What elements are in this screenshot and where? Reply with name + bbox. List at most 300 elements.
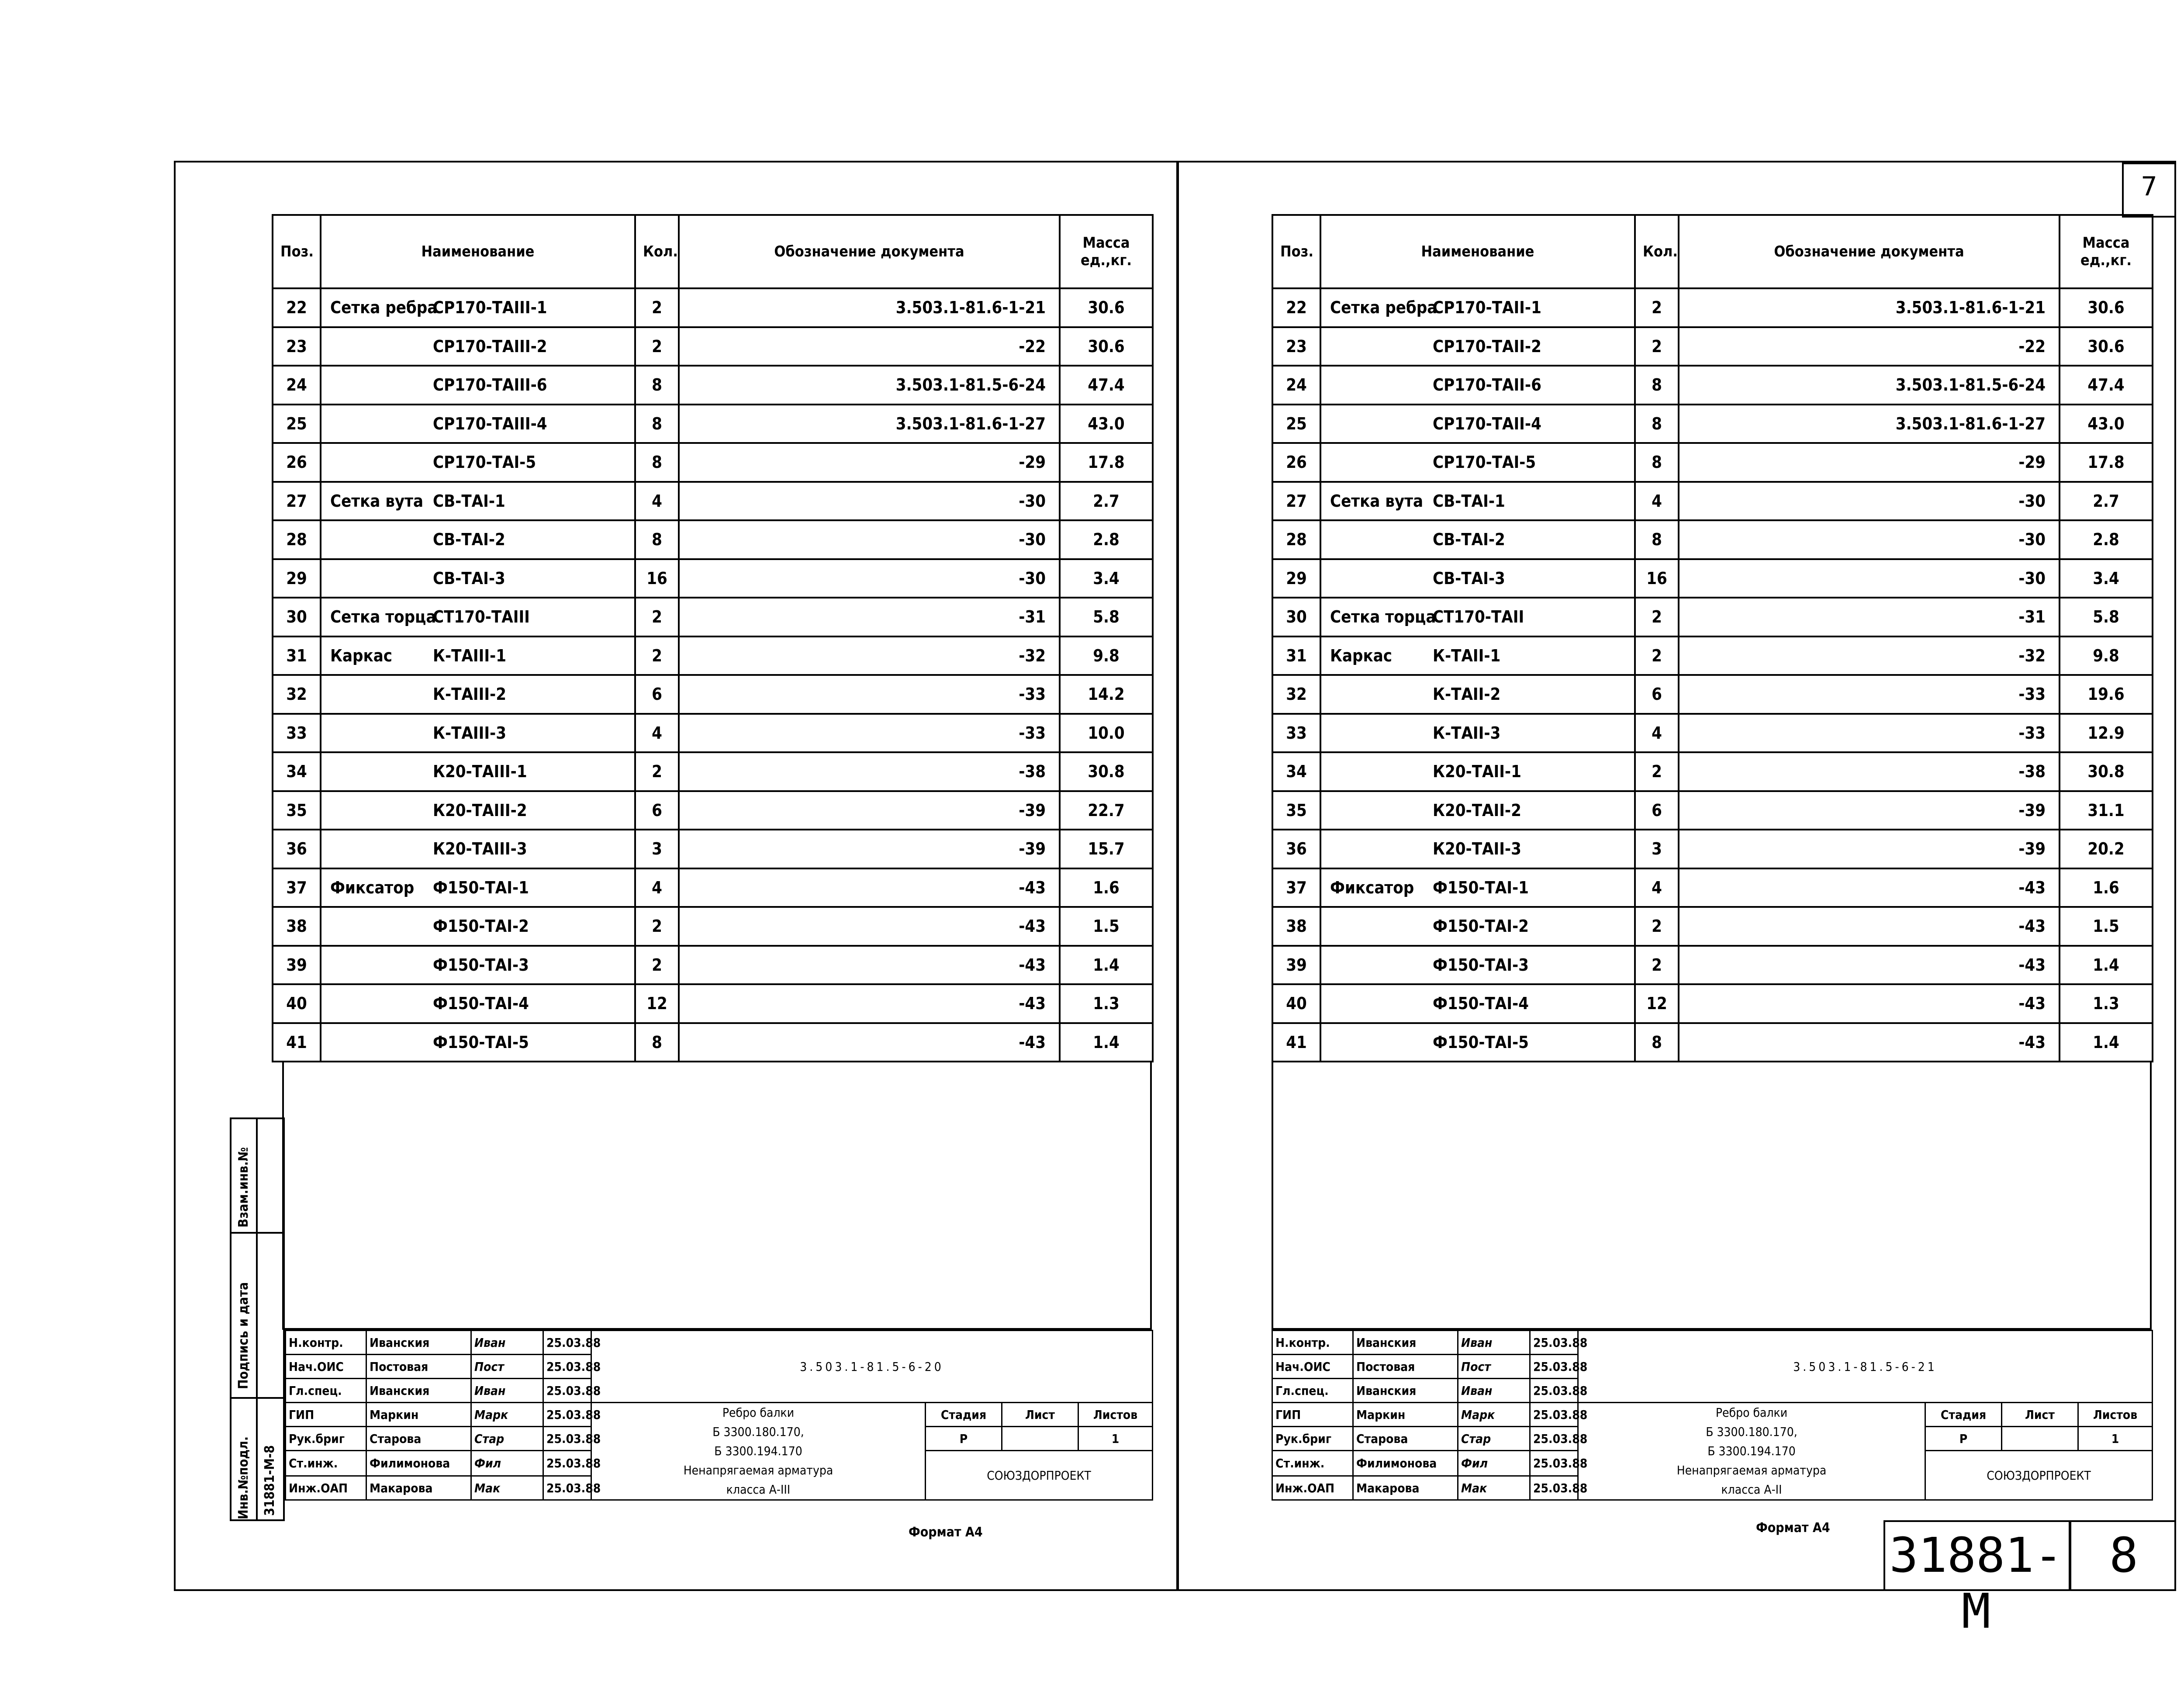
tb-person: Старова: [366, 1427, 471, 1451]
tb-date: 25.03.88: [543, 1379, 591, 1403]
table-row: [1272, 405, 2153, 443]
cell-pos: 31: [1272, 636, 1320, 675]
cell-name: [1320, 1023, 1635, 1062]
cell-qty: 6: [635, 675, 679, 714]
cell-name: [321, 830, 635, 868]
tb-person: Филимонова: [1353, 1451, 1458, 1476]
cell-doc: -30: [679, 559, 1060, 598]
tb-stage-header: Стадия: [1925, 1403, 2002, 1427]
cell-group: Сетка торца: [330, 607, 436, 627]
tb-title-line: Ненапрягаемая арматура: [1676, 1463, 1827, 1477]
cell-pos: 36: [273, 830, 321, 868]
cell-mark: Ф150-ТАI-5: [1433, 1032, 1529, 1052]
cell-pos: 22: [273, 288, 321, 327]
cell-mark: СВ-ТАI-2: [1433, 530, 1505, 550]
table-row: [273, 791, 1153, 830]
tb-person: Макарова: [1353, 1476, 1458, 1500]
cell-pos: 28: [1272, 520, 1320, 559]
tb-title-line: Б 3300.180.170,: [712, 1425, 804, 1439]
cell-qty: 4: [635, 714, 679, 753]
cell-mass: 5.8: [1060, 598, 1153, 636]
cell-doc: 3.503.1-81.5-6-24: [679, 366, 1060, 405]
cell-pos: 33: [273, 714, 321, 753]
tb-role: Ст.инж.: [1272, 1451, 1353, 1476]
tb-role: Нач.ОИС: [286, 1355, 366, 1379]
table-row: [273, 288, 1153, 327]
cell-doc: -33: [1679, 714, 2060, 753]
cell-mark: К-ТАII-1: [1433, 646, 1501, 665]
cell-doc: -29: [679, 443, 1060, 482]
cell-mark: СВ-ТАI-3: [1433, 568, 1505, 588]
table-row: [273, 1023, 1153, 1062]
cell-qty: 2: [635, 598, 679, 636]
cell-name: [1320, 868, 1635, 907]
tb-role: Н.контр.: [286, 1331, 366, 1355]
cell-name: [1320, 598, 1635, 636]
header-name: Наименование: [321, 215, 635, 288]
cell-name: [1320, 636, 1635, 675]
tb-role: Нач.ОИС: [1272, 1355, 1353, 1379]
cell-pos: 26: [273, 443, 321, 482]
table-row: [1272, 907, 2153, 946]
cell-doc: -43: [1679, 868, 2060, 907]
cell-mass: 19.6: [2060, 675, 2153, 714]
tb-title-line: Б 3300.180.170,: [1706, 1425, 1797, 1439]
right-format-label: Формат А4: [1756, 1520, 1830, 1536]
cell-qty: 2: [1635, 598, 1679, 636]
cell-mass: 1.4: [1060, 1023, 1153, 1062]
cell-mass: 43.0: [1060, 405, 1153, 443]
cell-qty: 2: [635, 946, 679, 985]
tb-signature: Мак: [471, 1476, 543, 1500]
cell-qty: 2: [635, 752, 679, 791]
cell-name: [1320, 405, 1635, 443]
cell-qty: 2: [1635, 327, 1679, 366]
cell-name: [321, 366, 635, 405]
table-row: [1272, 366, 2153, 405]
tb-signature: Стар: [1458, 1427, 1530, 1451]
cell-mass: 2.8: [1060, 520, 1153, 559]
cell-doc: -43: [1679, 1023, 2060, 1062]
tb-date: 25.03.88: [1530, 1379, 1578, 1403]
cell-pos: 25: [273, 405, 321, 443]
cell-qty: 3: [635, 830, 679, 868]
table-row: [273, 946, 1153, 985]
cell-mass: 14.2: [1060, 675, 1153, 714]
table-row: [273, 443, 1153, 482]
cell-qty: 6: [1635, 791, 1679, 830]
cell-qty: 2: [1635, 288, 1679, 327]
cell-pos: 30: [1272, 598, 1320, 636]
cell-name: [1320, 366, 1635, 405]
tb-date: 25.03.88: [1530, 1476, 1578, 1500]
cell-mark: К20-ТАIII-3: [433, 839, 527, 859]
title-block-row: [286, 1403, 1153, 1427]
cell-pos: 40: [1272, 984, 1320, 1023]
tb-signature: Фил: [1458, 1451, 1530, 1476]
cell-name: [321, 598, 635, 636]
cell-doc: -30: [679, 520, 1060, 559]
tb-sheets-header: Листов: [2078, 1403, 2153, 1427]
cell-name: [321, 984, 635, 1023]
cell-qty: 6: [635, 791, 679, 830]
side-label-vzam: Взам.инв.№: [236, 1147, 251, 1228]
cell-mark: Ф150-ТАI-2: [433, 917, 529, 936]
cell-mark: СР170-ТАIII-6: [433, 375, 547, 395]
tb-role: ГИП: [1272, 1403, 1353, 1427]
tb-role: Инж.ОАП: [1272, 1476, 1353, 1500]
cell-group: Сетка ребра: [1330, 298, 1438, 318]
table-row: [273, 984, 1153, 1023]
cell-qty: 2: [635, 907, 679, 946]
cell-doc: -39: [679, 791, 1060, 830]
cell-name: [1320, 946, 1635, 985]
cell-mass: 30.6: [2060, 288, 2153, 327]
cell-mark: К20-ТАIII-2: [433, 800, 527, 820]
cell-mass: 1.3: [2060, 984, 2153, 1023]
cell-group: Сетка вута: [330, 491, 424, 511]
cell-name: [321, 675, 635, 714]
cell-mark: К20-ТАII-1: [1433, 762, 1521, 782]
header-pos: Поз.: [273, 215, 321, 288]
side-label-inv-podl: Инв.№подл.: [236, 1436, 251, 1519]
cell-name: [321, 482, 635, 521]
right-spec-table: [1272, 214, 2153, 1062]
tb-person: Иванския: [366, 1379, 471, 1403]
cell-group: Каркас: [1330, 646, 1393, 665]
cell-pos: 37: [1272, 868, 1320, 907]
cell-name: [1320, 675, 1635, 714]
cell-name: [1320, 907, 1635, 946]
tb-sheet: [2002, 1427, 2078, 1451]
cell-doc: -43: [679, 1023, 1060, 1062]
tb-signature: Марк: [471, 1403, 543, 1427]
cell-mark: СР170-ТАIII-4: [433, 414, 547, 433]
header-mass-line1: Масса: [2082, 234, 2130, 252]
cell-mass: 2.7: [1060, 482, 1153, 521]
cell-name: [1320, 984, 1635, 1023]
cell-qty: 2: [635, 288, 679, 327]
tb-date: 25.03.88: [1530, 1331, 1578, 1355]
cell-mark: К20-ТАIII-1: [433, 762, 527, 782]
cell-mass: 15.7: [1060, 830, 1153, 868]
cell-name: [1320, 830, 1635, 868]
cell-pos: 41: [1272, 1023, 1320, 1062]
cell-mass: 17.8: [2060, 443, 2153, 482]
cell-mass: 30.6: [1060, 288, 1153, 327]
cell-qty: 2: [635, 636, 679, 675]
cell-qty: 3: [1635, 830, 1679, 868]
cell-mark: СТ170-ТАIII: [433, 607, 530, 627]
cell-pos: 36: [1272, 830, 1320, 868]
cell-pos: 37: [273, 868, 321, 907]
cell-name: [1320, 443, 1635, 482]
left-format-label: Формат А4: [909, 1525, 983, 1540]
header-pos: Поз.: [1272, 215, 1320, 288]
tb-date: 25.03.88: [1530, 1355, 1578, 1379]
cell-pos: 34: [1272, 752, 1320, 791]
table-row: [273, 482, 1153, 521]
cell-group: Сетка вута: [1330, 491, 1424, 511]
cell-doc: -31: [679, 598, 1060, 636]
tb-date: 25.03.88: [543, 1427, 591, 1451]
cell-pos: 28: [273, 520, 321, 559]
cell-mark: СР170-ТАIII-2: [433, 336, 547, 356]
tb-sheet: [1002, 1427, 1078, 1451]
cell-doc: -39: [1679, 791, 2060, 830]
cell-mark: Ф150-ТАI-4: [1433, 994, 1529, 1013]
tb-person: Иванския: [366, 1331, 471, 1355]
tb-person: Старова: [1353, 1427, 1458, 1451]
tb-title-line: класса А-III: [726, 1482, 791, 1497]
table-row: [1272, 675, 2153, 714]
cell-qty: 2: [1635, 907, 1679, 946]
table-row: [1272, 714, 2153, 753]
cell-mass: 9.8: [1060, 636, 1153, 675]
album-code: 31881-М: [1889, 1527, 2063, 1639]
album-page: 8: [2109, 1527, 2139, 1583]
cell-mass: 1.4: [2060, 1023, 2153, 1062]
cell-doc: -43: [1679, 907, 2060, 946]
cell-doc: -30: [1679, 520, 2060, 559]
tb-signature: Мак: [1458, 1476, 1530, 1500]
cell-doc: -38: [1679, 752, 2060, 791]
cell-mass: 2.8: [2060, 520, 2153, 559]
tb-organization: СОЮЗДОРПРОЕКТ: [1925, 1451, 2153, 1500]
table-row: [273, 405, 1153, 443]
side-label-sign-date: Подпись и дата: [236, 1282, 251, 1389]
tb-role: Рук.бриг: [1272, 1427, 1353, 1451]
cell-mark: Ф150-ТАI-3: [1433, 955, 1529, 975]
cell-pos: 24: [1272, 366, 1320, 405]
table-row: [1272, 520, 2153, 559]
table-row: [1272, 598, 2153, 636]
cell-mark: Ф150-ТАI-1: [1433, 878, 1529, 897]
tb-signature: Фил: [471, 1451, 543, 1476]
cell-doc: -43: [679, 907, 1060, 946]
cell-mark: СТ170-ТАII: [1433, 607, 1524, 627]
tb-person: Иванския: [1353, 1379, 1458, 1403]
cell-name: [321, 714, 635, 753]
top-right-page-number: 7: [2140, 171, 2158, 202]
sheet-divider: [1176, 161, 1179, 1591]
cell-qty: 8: [1635, 443, 1679, 482]
tb-date: 25.03.88: [543, 1476, 591, 1500]
cell-qty: 16: [1635, 559, 1679, 598]
cell-mass: 1.5: [2060, 907, 2153, 946]
header-doc: Обозначение документа: [679, 215, 1060, 288]
cell-doc: -22: [1679, 327, 2060, 366]
cell-mass: 12.9: [2060, 714, 2153, 753]
cell-name: [1320, 327, 1635, 366]
tb-doc-code: 3.503.1-81.5-6-20: [591, 1331, 1153, 1403]
cell-doc: -30: [679, 482, 1060, 521]
cell-mass: 1.4: [2060, 946, 2153, 985]
cell-mark: Ф150-ТАI-1: [433, 878, 529, 897]
cell-group: Сетка торца: [1330, 607, 1436, 627]
cell-mark: Ф150-ТАI-2: [1433, 917, 1529, 936]
cell-qty: 4: [635, 482, 679, 521]
cell-doc: -22: [679, 327, 1060, 366]
cell-doc: -30: [1679, 482, 2060, 521]
tb-signature: Иван: [471, 1379, 543, 1403]
cell-doc: -39: [1679, 830, 2060, 868]
tb-title-line: Ненапрягаемая арматура: [683, 1463, 833, 1477]
cell-doc: -38: [679, 752, 1060, 791]
tb-sheet-header: Лист: [1002, 1403, 1078, 1427]
table-row: [273, 520, 1153, 559]
cell-mark: СВ-ТАI-3: [433, 568, 505, 588]
cell-doc: -43: [679, 946, 1060, 985]
cell-pos: 29: [1272, 559, 1320, 598]
cell-qty: 6: [1635, 675, 1679, 714]
tb-title: [591, 1403, 926, 1500]
left-spec-table: [272, 214, 1154, 1062]
header-mass: [2060, 215, 2153, 288]
right-title-block: [1272, 1330, 2153, 1501]
cell-mass: 1.6: [1060, 868, 1153, 907]
tb-title: [1578, 1403, 1925, 1500]
cell-mark: Ф150-ТАI-4: [433, 994, 529, 1013]
table-row: [273, 907, 1153, 946]
tb-role: Н.контр.: [1272, 1331, 1353, 1355]
cell-mass: 17.8: [1060, 443, 1153, 482]
header-name: Наименование: [1320, 215, 1635, 288]
cell-mass: 30.6: [1060, 327, 1153, 366]
cell-qty: 8: [1635, 1023, 1679, 1062]
cell-qty: 8: [1635, 520, 1679, 559]
cell-mass: 10.0: [1060, 714, 1153, 753]
cell-mark: СР170-ТАI-5: [433, 453, 536, 472]
side-strip-divider: [256, 1117, 258, 1521]
cell-doc: 3.503.1-81.6-1-27: [1679, 405, 2060, 443]
cell-name: [321, 405, 635, 443]
cell-mass: 3.4: [1060, 559, 1153, 598]
cell-mark: К-ТАIII-2: [433, 685, 507, 704]
cell-mark: К-ТАII-2: [1433, 685, 1501, 704]
cell-doc: -33: [1679, 675, 2060, 714]
cell-name: [321, 1023, 635, 1062]
table-row: [1272, 752, 2153, 791]
cell-name: [321, 636, 635, 675]
tb-person: Филимонова: [366, 1451, 471, 1476]
tb-role: Инж.ОАП: [286, 1476, 366, 1500]
cell-group: Сетка ребра: [330, 298, 438, 318]
cell-doc: -29: [1679, 443, 2060, 482]
cell-mass: 30.6: [2060, 327, 2153, 366]
tb-role: Гл.спец.: [286, 1379, 366, 1403]
cell-doc: 3.503.1-81.6-1-21: [679, 288, 1060, 327]
cell-name: [321, 907, 635, 946]
cell-qty: 12: [1635, 984, 1679, 1023]
cell-pos: 31: [273, 636, 321, 675]
cell-pos: 30: [273, 598, 321, 636]
cell-qty: 8: [635, 443, 679, 482]
cell-pos: 24: [273, 366, 321, 405]
side-label-inv-value: 31881-М-8: [262, 1445, 277, 1516]
cell-name: [1320, 559, 1635, 598]
cell-pos: 23: [273, 327, 321, 366]
cell-mass: 47.4: [2060, 366, 2153, 405]
tb-signature: Иван: [1458, 1379, 1530, 1403]
cell-group: Фиксатор: [330, 878, 415, 897]
table-row: [273, 830, 1153, 868]
cell-name: [1320, 520, 1635, 559]
header-mass-line1: Масса: [1082, 234, 1130, 252]
cell-pos: 32: [1272, 675, 1320, 714]
cell-mass: 1.5: [1060, 907, 1153, 946]
cell-pos: 32: [273, 675, 321, 714]
cell-qty: 2: [1635, 946, 1679, 985]
tb-date: 25.03.88: [543, 1355, 591, 1379]
tb-signature: Марк: [1458, 1403, 1530, 1427]
cell-pos: 27: [1272, 482, 1320, 521]
tb-title-line: Ребро балки: [1715, 1405, 1788, 1420]
tb-person: Маркин: [366, 1403, 471, 1427]
cell-mark: К-ТАIII-3: [433, 723, 507, 743]
tb-role: ГИП: [286, 1403, 366, 1427]
tb-role: Гл.спец.: [1272, 1379, 1353, 1403]
cell-name: [1320, 482, 1635, 521]
cell-mark: СР170-ТАII-4: [1433, 414, 1541, 433]
cell-mass: 20.2: [2060, 830, 2153, 868]
table-header-row: [1272, 215, 2153, 288]
tb-title-line: класса А-II: [1721, 1482, 1782, 1497]
cell-mass: 31.1: [2060, 791, 2153, 830]
header-mass: [1060, 215, 1153, 288]
left-title-block: [285, 1330, 1153, 1501]
tb-signature: Стар: [471, 1427, 543, 1451]
cell-doc: 3.503.1-81.5-6-24: [1679, 366, 2060, 405]
tb-stage-header: Стадия: [926, 1403, 1002, 1427]
tb-signature: Иван: [471, 1331, 543, 1355]
cell-doc: -39: [679, 830, 1060, 868]
table-row: [273, 675, 1153, 714]
cell-qty: 2: [1635, 636, 1679, 675]
cell-qty: 2: [635, 327, 679, 366]
cell-doc: -31: [1679, 598, 2060, 636]
cell-mark: СР170-ТАI-5: [1433, 453, 1536, 472]
cell-qty: 8: [635, 405, 679, 443]
cell-qty: 2: [1635, 752, 1679, 791]
tb-title-line: Б 3300.194.170: [714, 1444, 802, 1458]
cell-doc: -33: [679, 714, 1060, 753]
cell-pos: 38: [1272, 907, 1320, 946]
cell-qty: 8: [635, 1023, 679, 1062]
table-row: [1272, 636, 2153, 675]
cell-qty: 4: [1635, 482, 1679, 521]
table-row: [273, 598, 1153, 636]
cell-mark: К-ТАIII-1: [433, 646, 507, 665]
table-row: [1272, 868, 2153, 907]
cell-mark: К-ТАII-3: [1433, 723, 1501, 743]
cell-pos: 23: [1272, 327, 1320, 366]
cell-mass: 9.8: [2060, 636, 2153, 675]
title-block-row: [286, 1331, 1153, 1355]
table-row: [273, 559, 1153, 598]
cell-mass: 2.7: [2060, 482, 2153, 521]
side-strip-sep-1: [230, 1232, 285, 1234]
cell-group: Фиксатор: [1330, 878, 1414, 897]
table-row: [273, 366, 1153, 405]
right-table-blank-area: [1272, 1062, 2152, 1330]
cell-mark: СВ-ТАI-1: [1433, 491, 1505, 511]
cell-mass: 1.4: [1060, 946, 1153, 985]
title-block-row: [1272, 1331, 2153, 1355]
cell-mass: 1.3: [1060, 984, 1153, 1023]
table-row: [1272, 830, 2153, 868]
tb-date: 25.03.88: [543, 1331, 591, 1355]
